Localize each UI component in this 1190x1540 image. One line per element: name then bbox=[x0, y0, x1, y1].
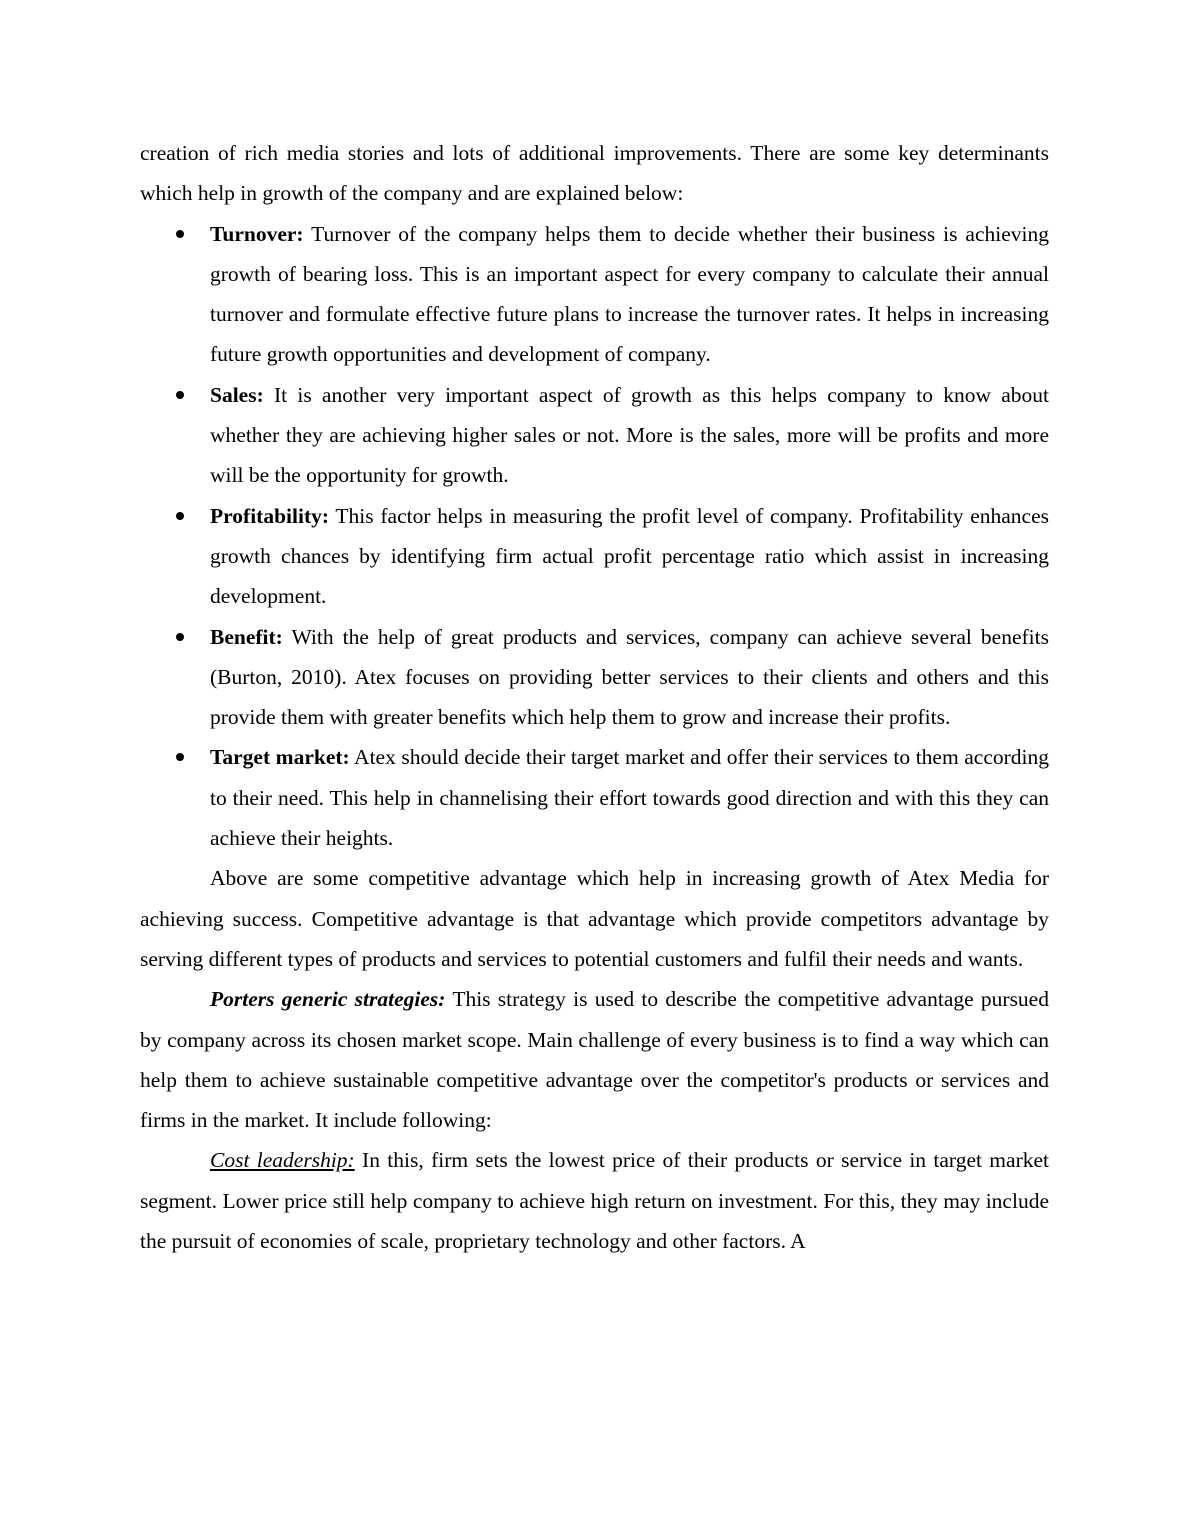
bullet-icon bbox=[176, 391, 184, 399]
text-benefit: With the help of great products and services, company can achieve several benefits (Burton, 2010). Atex focuses on providing better services to their clients and others and this provide them with greater benefits which help them to grow and increase their profits. bbox=[210, 624, 1049, 730]
term-turnover: Turnover: bbox=[210, 221, 304, 246]
list-item-profitability bbox=[140, 496, 1049, 617]
term-target-market: Target market: bbox=[210, 745, 350, 770]
porters-paragraph bbox=[140, 979, 1049, 1140]
bullet-icon bbox=[176, 512, 184, 520]
list-item-benefit bbox=[140, 617, 1049, 738]
intro-paragraph: creation of rich media stories and lots of additional improvements. There are some key determinants which help in growth of the company and are explained below: bbox=[140, 141, 1049, 206]
text-target-market: Atex should decide their target market and offer their services to them according to their need. This help in channelising their effort towards good direction and with this they can achieve their heights. bbox=[210, 745, 1049, 851]
cost-leadership-paragraph bbox=[140, 1140, 1049, 1261]
text-profitability: This factor helps in measuring the profit level of company. Profitability enhances growth chances by identifying firm actual profit percentage ratio which assist in increasing development. bbox=[210, 503, 1049, 609]
porters-term: Porters generic strategies: bbox=[210, 987, 446, 1012]
text-sales: It is another very important aspect of growth as this helps company to know about whether they are achieving higher sales or not. More is the sales, more will be profits and more will be the opportunity for growth. bbox=[210, 382, 1049, 488]
list-item-sales bbox=[140, 375, 1049, 496]
cost-leadership-term: Cost leadership: bbox=[210, 1148, 355, 1173]
term-benefit: Benefit: bbox=[210, 624, 283, 649]
list-item-target-market bbox=[140, 737, 1049, 858]
term-sales: Sales: bbox=[210, 382, 264, 407]
bullet-icon bbox=[176, 753, 184, 761]
document-page bbox=[140, 133, 1049, 1261]
bullet-icon bbox=[176, 633, 184, 641]
determinants-list bbox=[140, 214, 1049, 859]
cost-leadership-text: In this, firm sets the lowest price of their products or service in target market segment. Lower price still help company to achieve high return on investment. For this, they may include the pursuit of economies of scale, proprietary technology and other factors. A bbox=[140, 1148, 1049, 1254]
list-item-turnover bbox=[140, 214, 1049, 375]
porters-text: This strategy is used to describe the competitive advantage pursued by company across its chosen market scope. Main challenge of every business is to find a way which can help them to achieve sustainable competitive advantage over the competitor's products or services and firms in the market. It include following: bbox=[140, 987, 1049, 1133]
competitive-advantage-paragraph: Above are some competitive advantage which help in increasing growth of Atex Media for achieving success. Competitive advantage is that advantage which provide competitors advantage by serving different types of products and services to potential customers and fulfil their needs and wants. bbox=[140, 866, 1049, 971]
term-profitability: Profitability: bbox=[210, 503, 330, 528]
text-turnover: Turnover of the company helps them to decide whether their business is achieving growth of bearing loss. This is an important aspect for every company to calculate their annual turnover and formulate effective future plans to increase the turnover rates. It helps in increasing future growth opportunities and development of company. bbox=[210, 221, 1049, 367]
bullet-icon bbox=[176, 230, 184, 238]
